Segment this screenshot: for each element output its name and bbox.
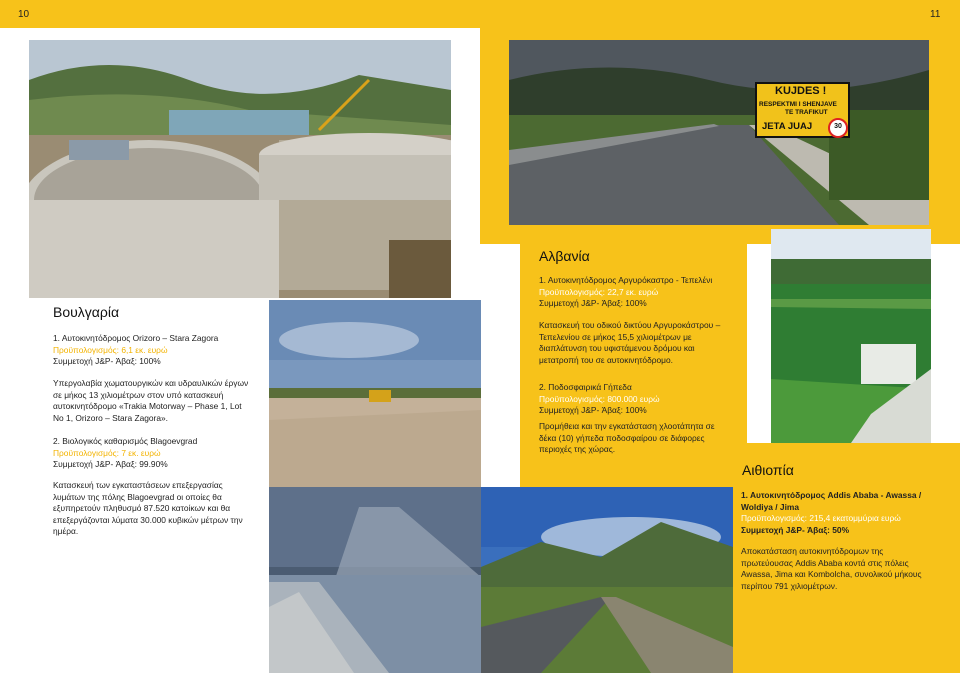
- road-construction-photo: [269, 300, 481, 487]
- speed-limit-value: 30: [834, 123, 842, 130]
- bulgaria-project-2-share: Συμμετοχή J&P- Άβαξ: 99.90%: [53, 459, 168, 470]
- albania-project-2-title: 2. Ποδοσφαιρικά Γήπεδα: [539, 382, 632, 392]
- left-page-number-strip: [0, 0, 480, 28]
- albania-project-1-budget: Προϋπολογισμός: 22,7 εκ. ευρώ: [539, 286, 659, 297]
- albania-project-1-description: Κατασκευή του οδικού δικτύου Αργυροκάστρου – Τεπελενίου σε μήκος 15,5 χιλιομέτρων με διαπλάτυνση του υφιστάμενου δρόμου και μετατροπή του σε αυτοκινητόδρομο.: [539, 320, 721, 365]
- sign-warning-line: KUJDES !: [775, 85, 827, 97]
- right-page-number-strip: [480, 0, 960, 38]
- albania-project-1: [539, 275, 744, 310]
- ethiopia-project-1: [741, 490, 946, 536]
- canal-sky-photo: [269, 487, 481, 673]
- ethiopia-heading: Αιθιοπία: [742, 462, 794, 478]
- bulgaria-project-1-title: 1. Αυτοκινητόδρομος Orizoro – Stara Zagora: [53, 333, 219, 343]
- bulgaria-project-1-description: Υπεργολαβία χωματουργικών και υδραυλικών έργων σε μήκος 13 χιλιομέτρων στον υπό κατασκευή αυτοκινητόδρομο «Trakia Motorway – Phase 1, Lot No 1, Orizoro – Stara Zagora».: [53, 378, 249, 423]
- albania-project-2: [539, 382, 744, 417]
- sign-line-4: JETA JUAJ: [762, 121, 813, 132]
- right-page-number: 11: [930, 9, 941, 20]
- traffic-sign: [755, 82, 850, 138]
- bulgaria-project-1: [53, 333, 253, 368]
- left-page-number: 10: [18, 9, 30, 20]
- bulgaria-project-1-share: Συμμετοχή J&P- Άβαξ: 100%: [53, 356, 161, 367]
- wastewater-plant-photo: [29, 40, 451, 298]
- albania-heading: Αλβανία: [539, 248, 590, 264]
- bulgaria-project-2: [53, 436, 253, 471]
- albania-project-1-share: Συμμετοχή J&P- Άβαξ: 100%: [539, 298, 647, 309]
- albania-project-1-title: 1. Αυτοκινητόδρομος Αργυρόκαστρο - Τεπελένι: [539, 275, 713, 285]
- ethiopia-project-1-description: Αποκατάσταση αυτοκινητόδρομων της πρωτεύουσας Addis Ababa κοντά στις πόλεις Awassa, Jima και Kombolcha, συνολικού μήκους περίπου 791 χιλιομέτρων.: [741, 546, 922, 591]
- albania-project-2-description: Προμήθεια και την εγκατάσταση χλοοτάπητα σε δέκα (10) γήπεδα ποδοσφαίρου σε διάφορες περιοχές της χώρας.: [539, 421, 715, 455]
- bulgaria-project-2-budget: Προϋπολογισμός: 7 εκ. ευρώ: [53, 447, 161, 458]
- ethiopia-road-photo: [481, 487, 733, 673]
- sign-line-2: RESPEKTMI I SHENJAVE: [759, 101, 837, 108]
- sign-line-3: TE TRAFIKUT: [785, 109, 828, 116]
- ethiopia-project-1-budget: Προϋπολογισμός: 215,4 εκατομμύρια ευρώ: [741, 513, 901, 524]
- albania-project-2-budget: Προϋπολογισμός: 800.000 ευρώ: [539, 393, 660, 404]
- football-field-photo: [771, 229, 931, 443]
- bulgaria-project-2-description: Κατασκευή των εγκαταστάσεων επεξεργασίας λυμάτων της πόλης Blagoevgrad οι οποίες θα εξυπηρετούν πληθυσμό 87.520 κατοίκων και θα επεξεργάζονται λύματα 30.000 κυβικών μέτρων την ημέρα.: [53, 480, 243, 537]
- ethiopia-project-1-share: Συμμετοχή J&P- Άβαξ: 50%: [741, 524, 850, 535]
- bulgaria-heading: Βουλγαρία: [53, 304, 120, 320]
- highway-sign-photo: [509, 40, 929, 225]
- bulgaria-project-2-title: 2. Βιολογικός καθαρισμός Blagoevgrad: [53, 436, 198, 446]
- albania-project-2-share: Συμμετοχή J&P- Άβαξ: 100%: [539, 405, 647, 416]
- ethiopia-project-1-title: 1. Αυτοκινητόδρομος Addis Ababa - Awassa / Woldiya / Jima: [741, 490, 922, 512]
- bulgaria-project-1-budget: Προϋπολογισμός: 6,1 εκ. ευρώ: [53, 344, 168, 355]
